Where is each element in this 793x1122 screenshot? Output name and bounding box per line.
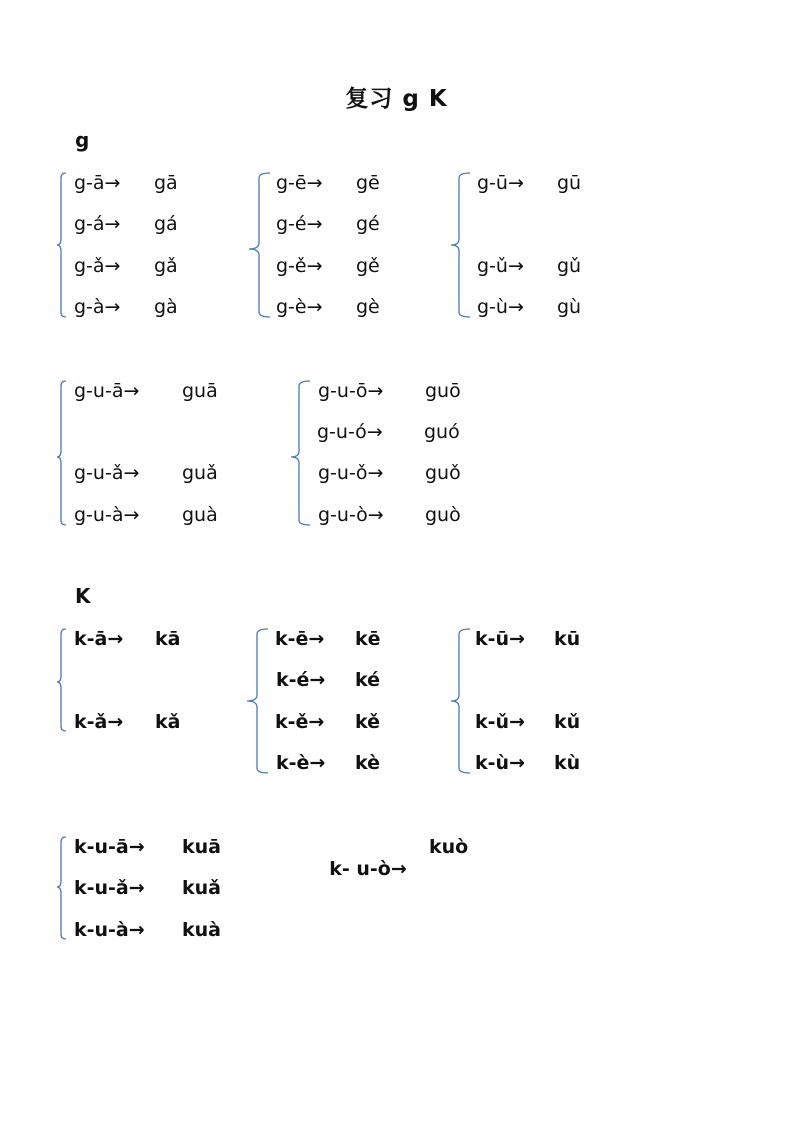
list-item	[74, 462, 218, 484]
list-item	[74, 836, 221, 858]
brace-icon	[56, 836, 68, 940]
syllable: gǎ	[154, 255, 178, 277]
syllable: kù	[554, 752, 581, 774]
list-item	[276, 669, 381, 691]
list-item	[477, 296, 582, 318]
list-item	[74, 877, 221, 899]
spelling-steps: k-ā→	[74, 628, 124, 650]
spelling-steps: k-u-ā→	[74, 836, 145, 858]
spelling-steps: g-ē→	[276, 172, 323, 194]
list-item	[74, 919, 221, 941]
list-item	[318, 462, 461, 484]
list-item	[318, 380, 461, 402]
list-item	[276, 213, 380, 235]
list-item	[276, 752, 381, 774]
spelling-steps: g-ě→	[276, 255, 323, 277]
brace-icon	[450, 172, 476, 318]
list-item	[317, 421, 460, 443]
section-label-g: g	[75, 128, 90, 152]
syllable: kuò	[429, 836, 469, 858]
list-item	[74, 504, 218, 526]
syllable: ké	[355, 669, 381, 691]
syllable: kě	[355, 711, 381, 733]
spelling-steps: g-é→	[276, 213, 323, 235]
syllable: kā	[155, 628, 181, 650]
list-item	[475, 711, 581, 733]
syllable: kuā	[182, 836, 221, 858]
brace-icon	[450, 628, 476, 774]
list-item	[275, 711, 381, 733]
spelling-steps: g-u-ǎ→	[74, 462, 140, 484]
spelling-steps: g-à→	[74, 296, 121, 318]
syllable: kè	[355, 752, 381, 774]
list-item	[475, 752, 581, 774]
spelling-steps: g-ā→	[74, 172, 121, 194]
syllable: gū	[557, 172, 582, 194]
list-item	[74, 296, 178, 318]
syllable: gé	[356, 213, 380, 235]
list-item	[74, 213, 178, 235]
spelling-steps: k-ě→	[275, 711, 325, 733]
syllable: guó	[424, 421, 460, 443]
syllable: kuǎ	[182, 877, 221, 899]
section-label-k: K	[75, 584, 91, 608]
syllable: gǔ	[557, 255, 582, 277]
syllable: guà	[182, 504, 218, 526]
list-item	[74, 380, 218, 402]
spelling-steps: g-ǎ→	[74, 255, 121, 277]
list-item	[275, 628, 381, 650]
syllable: gě	[356, 255, 380, 277]
list-item	[475, 628, 581, 650]
brace-icon	[56, 172, 68, 318]
syllable: kǎ	[155, 711, 181, 733]
syllable: guā	[182, 380, 218, 402]
page-title: 复习 g K	[345, 86, 448, 112]
list-item	[477, 172, 582, 194]
spelling-steps: k-ē→	[275, 628, 325, 650]
brace-icon	[56, 628, 68, 732]
syllable: guò	[425, 504, 461, 526]
spelling-steps: k-é→	[276, 669, 326, 691]
spelling-steps: k- u-ò→	[329, 858, 407, 880]
list-item	[74, 172, 178, 194]
pinyin-item-kuo	[316, 836, 469, 880]
syllable: guǒ	[425, 462, 461, 484]
list-item	[276, 172, 380, 194]
list-item	[477, 255, 582, 277]
syllable: gè	[356, 296, 380, 318]
spelling-steps: g-è→	[276, 296, 323, 318]
spelling-steps: g-u-à→	[74, 504, 140, 526]
spelling-steps: g-u-ǒ→	[318, 462, 384, 484]
brace-icon	[248, 172, 274, 318]
list-item	[74, 628, 181, 650]
syllable: gà	[154, 296, 178, 318]
spelling-steps: g-ǔ→	[477, 255, 524, 277]
spelling-steps: k-u-à→	[74, 919, 145, 941]
spelling-steps: k-ǎ→	[74, 711, 124, 733]
list-item	[74, 255, 178, 277]
list-item	[74, 711, 181, 733]
syllable: kū	[554, 628, 581, 650]
list-item	[276, 296, 380, 318]
spelling-steps: k-ū→	[475, 628, 525, 650]
spelling-steps: g-u-ò→	[318, 504, 384, 526]
brace-icon	[246, 628, 272, 774]
spelling-steps: g-u-ō→	[318, 380, 384, 402]
syllable: kǔ	[554, 711, 581, 733]
syllable: gá	[154, 213, 178, 235]
spelling-steps: k-ǔ→	[475, 711, 525, 733]
spelling-steps: g-u-ā→	[74, 380, 140, 402]
syllable: kuà	[182, 919, 221, 941]
syllable: guǎ	[182, 462, 218, 484]
syllable: guō	[425, 380, 461, 402]
spelling-steps: g-u-ó→	[317, 421, 383, 443]
spelling-steps: g-ù→	[477, 296, 524, 318]
syllable: gē	[356, 172, 380, 194]
syllable: kē	[355, 628, 381, 650]
syllable: gù	[557, 296, 582, 318]
list-item	[276, 255, 380, 277]
spelling-steps: k-u-ǎ→	[74, 877, 145, 899]
spelling-steps: k-è→	[276, 752, 326, 774]
spelling-steps: g-ū→	[477, 172, 524, 194]
syllable: gā	[154, 172, 178, 194]
spelling-steps: g-á→	[74, 213, 121, 235]
spelling-steps: k-ù→	[475, 752, 525, 774]
brace-icon	[290, 380, 316, 526]
list-item	[318, 504, 461, 526]
brace-icon	[56, 380, 68, 526]
